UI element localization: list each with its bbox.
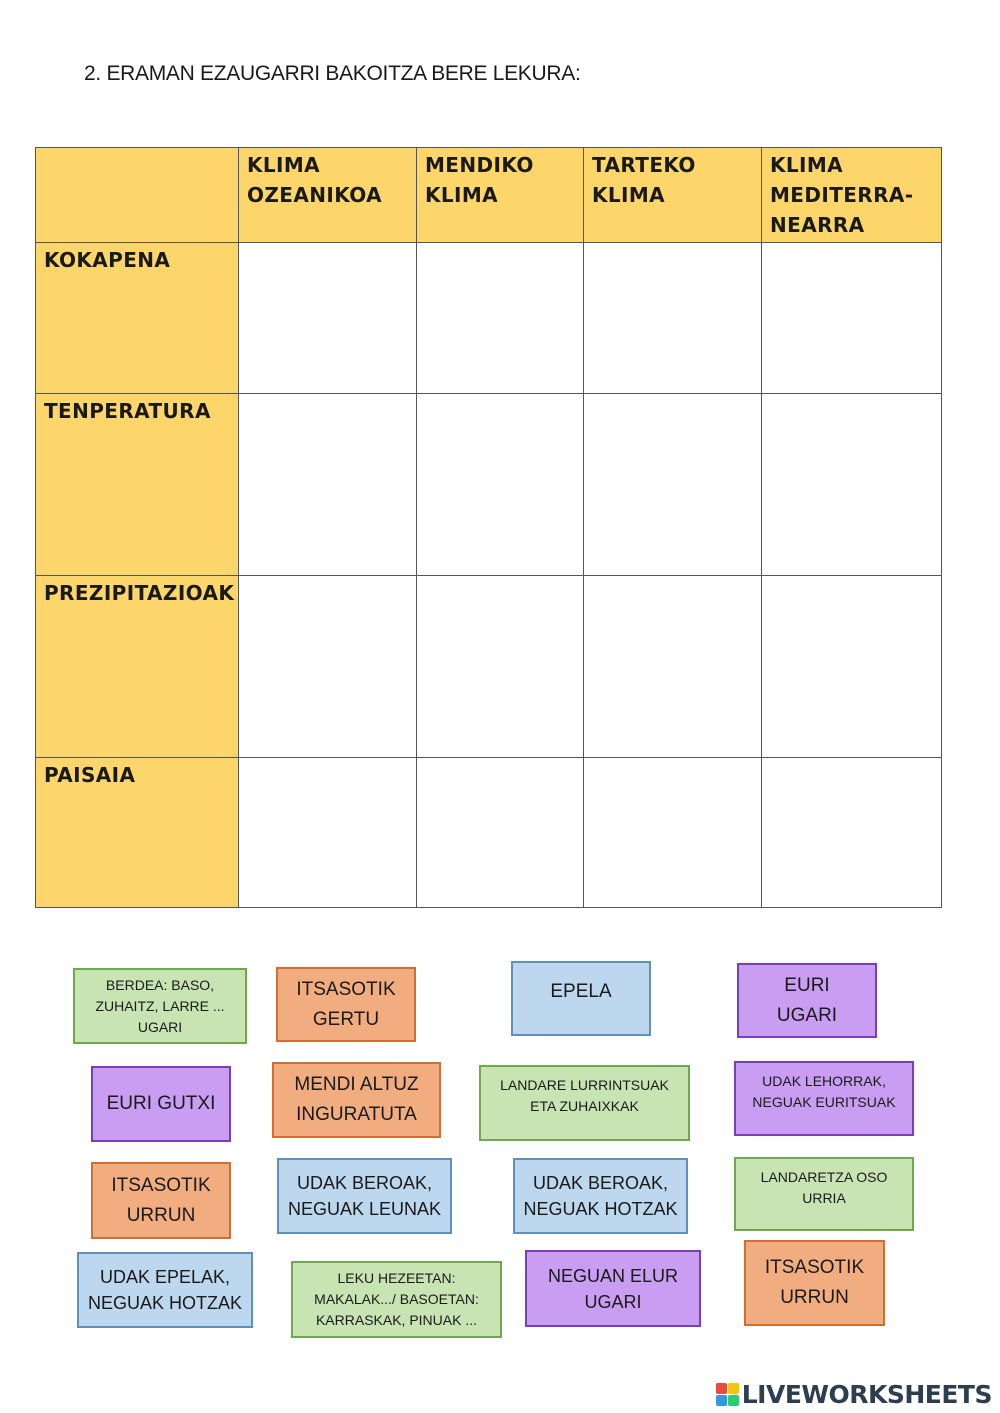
row-header-prezipitazioak: PREZIPITAZIOAK — [36, 576, 239, 758]
liveworksheets-logo-icon — [716, 1383, 739, 1406]
drop-cell[interactable] — [239, 243, 417, 394]
column-header-tarteko: TARTEKO KLIMA — [584, 148, 762, 243]
worksheet-title: 2. ERAMAN EZAUGARRI BAKOITZA BERE LEKURA: — [84, 62, 581, 85]
drop-cell[interactable] — [584, 758, 762, 908]
drop-cell[interactable] — [762, 394, 942, 576]
drag-card[interactable]: EURI UGARI — [737, 963, 877, 1038]
drop-cell[interactable] — [417, 758, 584, 908]
corner-cell — [36, 148, 239, 243]
liveworksheets-logo — [716, 1380, 992, 1409]
drag-card[interactable]: EPELA — [511, 961, 651, 1036]
drop-cell[interactable] — [584, 576, 762, 758]
drop-cell[interactable] — [239, 394, 417, 576]
drag-card[interactable]: LEKU HEZEETAN: MAKALAK.../ BASOETAN: KARRASKAK, PINUAK ... — [291, 1261, 502, 1338]
drop-cell[interactable] — [762, 758, 942, 908]
drag-card[interactable]: EURI GUTXI — [91, 1066, 231, 1142]
drop-cell[interactable] — [417, 394, 584, 576]
drag-card[interactable]: ITSASOTIK URRUN — [744, 1240, 885, 1326]
logo-text: LIVEWORKSHEETS — [741, 1380, 992, 1409]
column-header-mediterranearra: KLIMA MEDITERRA- NEARRA — [762, 148, 942, 243]
drag-card[interactable]: UDAK BEROAK, NEGUAK HOTZAK — [513, 1158, 688, 1234]
column-header-mendiko: MENDIKO KLIMA — [417, 148, 584, 243]
drag-card[interactable]: UDAK BEROAK, NEGUAK LEUNAK — [277, 1158, 452, 1234]
drag-card[interactable]: ITSASOTIK GERTU — [276, 967, 416, 1042]
column-header-ozeanikoa: KLIMA OZEANIKOA — [239, 148, 417, 243]
logo-square — [728, 1383, 739, 1394]
logo-square — [716, 1383, 727, 1394]
drop-cell[interactable] — [762, 576, 942, 758]
drag-card[interactable]: UDAK EPELAK, NEGUAK HOTZAK — [77, 1252, 253, 1328]
drop-cell[interactable] — [239, 576, 417, 758]
drag-card[interactable]: ITSASOTIK URRUN — [91, 1162, 231, 1239]
drop-cell[interactable] — [239, 758, 417, 908]
row-header-kokapena: KOKAPENA — [36, 243, 239, 394]
drop-cell[interactable] — [584, 394, 762, 576]
drop-cell[interactable] — [417, 576, 584, 758]
drag-card[interactable]: LANDARETZA OSO URRIA — [734, 1157, 914, 1231]
drag-card[interactable]: NEGUAN ELUR UGARI — [525, 1250, 701, 1327]
drag-card[interactable]: UDAK LEHORRAK, NEGUAK EURITSUAK — [734, 1061, 914, 1136]
drop-cell[interactable] — [762, 243, 942, 394]
drag-card[interactable]: MENDI ALTUZ INGURATUTA — [272, 1062, 441, 1138]
logo-square — [716, 1395, 727, 1406]
climate-table — [35, 147, 942, 908]
drop-cell[interactable] — [584, 243, 762, 394]
drag-card[interactable]: BERDEA: BASO, ZUHAITZ, LARRE ... UGARI — [73, 968, 247, 1044]
drag-card[interactable]: LANDARE LURRINTSUAK ETA ZUHAIXKAK — [479, 1065, 690, 1141]
row-header-tenperatura: TENPERATURA — [36, 394, 239, 576]
drop-cell[interactable] — [417, 243, 584, 394]
row-header-paisaia: PAISAIA — [36, 758, 239, 908]
logo-square — [728, 1395, 739, 1406]
